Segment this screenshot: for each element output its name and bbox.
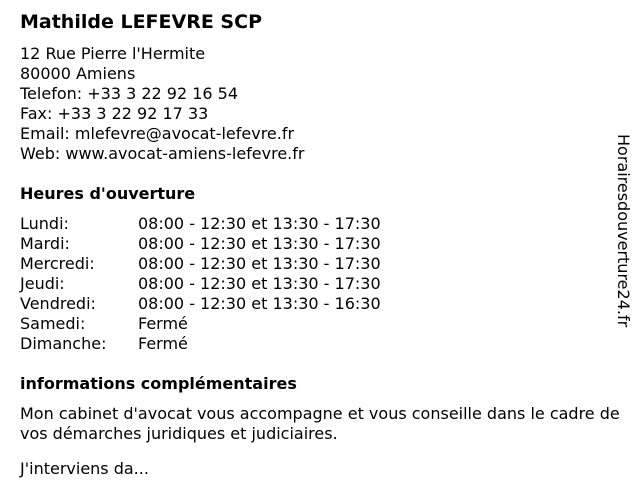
info-more-text: J'interviens da...	[20, 459, 149, 478]
hours-row-tuesday	[20, 234, 381, 254]
phone-number[interactable]: Telefon: +33 3 22 92 16 54	[20, 84, 239, 103]
website-link[interactable]: Web: www.avocat-amiens-lefevre.fr	[20, 144, 305, 163]
day-hours: 08:00 - 12:30 et 13:30 - 16:30	[138, 294, 381, 313]
address-street: 12 Rue Pierre l'Hermite	[20, 44, 206, 63]
day-hours: Fermé	[138, 314, 188, 333]
watermark-text: Horairesdouverture24.fr	[614, 134, 633, 328]
day-label: Samedi:	[20, 314, 86, 333]
hours-row-thursday	[20, 274, 381, 294]
address-city: 80000 Amiens	[20, 64, 136, 83]
hours-row-wednesday	[20, 254, 381, 274]
hours-heading: Heures d'ouverture	[20, 184, 196, 203]
day-hours: 08:00 - 12:30 et 13:30 - 17:30	[138, 234, 381, 253]
contact-block	[20, 44, 304, 164]
hours-row-sunday	[20, 334, 381, 354]
day-label: Lundi:	[20, 214, 69, 233]
day-label: Mardi:	[20, 234, 70, 253]
info-heading: informations complémentaires	[20, 374, 297, 393]
day-hours: 08:00 - 12:30 et 13:30 - 17:30	[138, 214, 381, 233]
business-name: Mathilde LEFEVRE SCP	[20, 11, 262, 33]
hours-row-friday	[20, 294, 381, 314]
day-label: Dimanche:	[20, 334, 107, 353]
day-label: Mercredi:	[20, 254, 95, 273]
hours-row-monday	[20, 214, 381, 234]
hours-row-saturday	[20, 314, 381, 334]
day-label: Vendredi:	[20, 294, 96, 313]
day-hours: 08:00 - 12:30 et 13:30 - 17:30	[138, 274, 381, 293]
hours-table	[20, 214, 381, 354]
day-hours: 08:00 - 12:30 et 13:30 - 17:30	[138, 254, 381, 273]
email-address[interactable]: Email: mlefevre@avocat-lefevre.fr	[20, 124, 295, 143]
fax-number: Fax: +33 3 22 92 17 33	[20, 104, 209, 123]
day-hours: Fermé	[138, 334, 188, 353]
info-text: Mon cabinet d'avocat vous accompagne et vous conseille dans le cadre de vos démarches juridiques et judiciaires.	[20, 404, 620, 443]
day-label: Jeudi:	[20, 274, 65, 293]
